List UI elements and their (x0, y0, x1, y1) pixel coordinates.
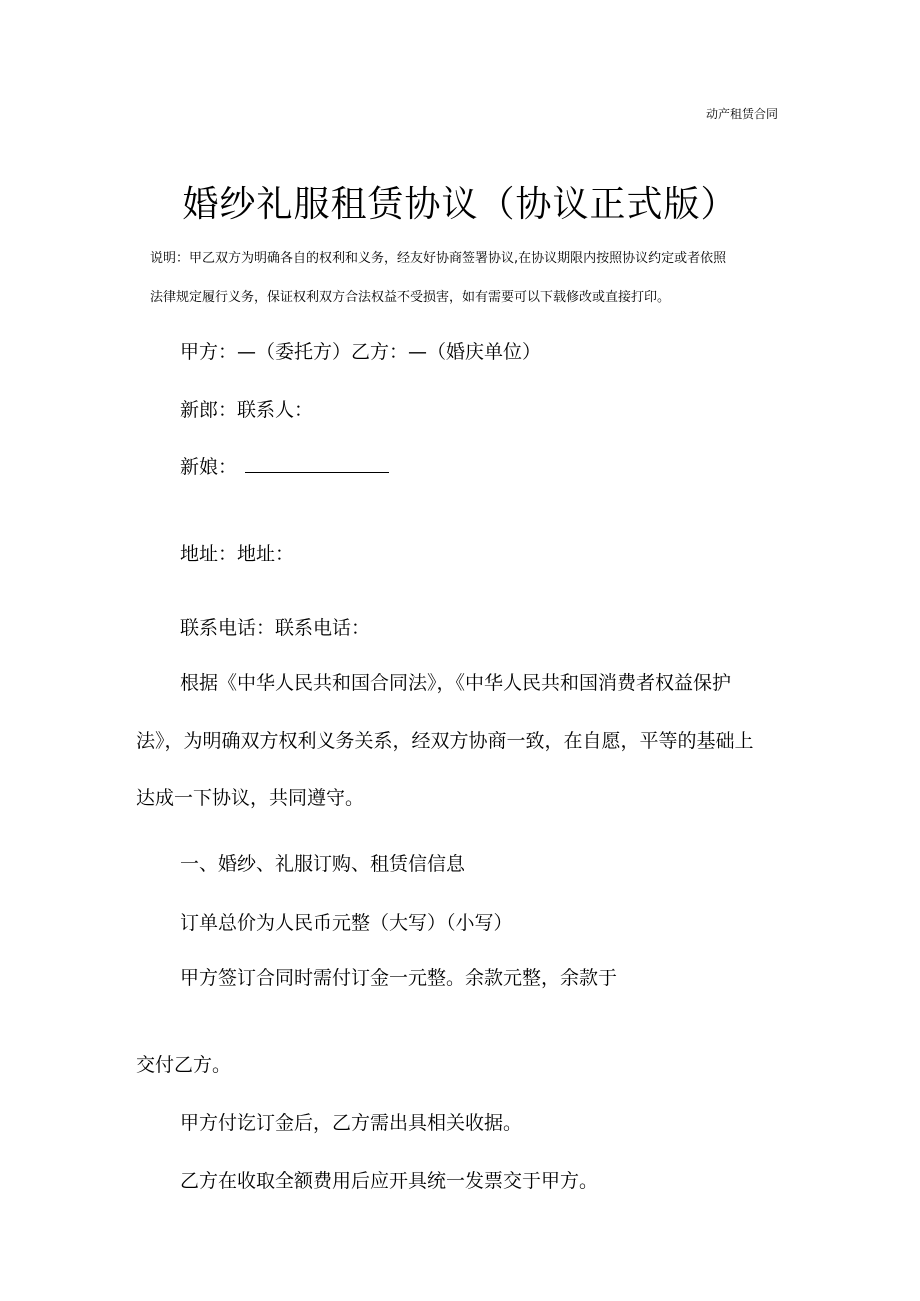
total-price-line: 订单总价为人民币元整（大写）（小写） (180, 912, 513, 934)
phone-line: 联系电话：联系电话： (180, 617, 371, 639)
note-line-1: 说明：甲乙双方为明确各自的权利和义务，经友好协商签署协议,在协议期限内按照协议约定或者依照 (150, 251, 727, 266)
invoice-line: 乙方在收取全额费用后应开具统一发票交于甲方。 (180, 1170, 599, 1192)
receipt-line: 甲方付讫订金后，乙方需出具相关收据。 (180, 1112, 523, 1134)
deposit-line: 甲方签订合同时需付订金一元整。余款元整，余款于 (180, 967, 618, 989)
preamble-line-1: 根据《中华人民共和国合同法》，《中华人民共和国消费者权益保护 (180, 672, 732, 694)
preamble-line-2: 法》，为明确双方权利义务关系，经双方协商一致，在自愿，平等的基础上 (136, 730, 754, 752)
bride-line (180, 452, 389, 482)
parties-line: 甲方：—（委托方）乙方：—（婚庆单位） (180, 341, 542, 363)
bride-blank-field (245, 452, 389, 473)
document-title: 婚纱礼服租赁协议（协议正式版） (182, 184, 738, 225)
address-line: 地址：地址： (180, 543, 295, 565)
section-1-heading: 一、婚纱、礼服订购、租赁信信息 (180, 853, 466, 875)
note-line-2: 法律规定履行义务，保证权利双方合法权益不受损害，如有需要可以下载修改或直接打印。 (150, 290, 671, 305)
preamble-line-3: 达成一下协议，共同遵守。 (136, 787, 365, 809)
document-header-label: 动产租赁合同 (706, 107, 779, 121)
bride-label: 新娘： (180, 456, 238, 478)
groom-contact-line: 新郎：联系人： (180, 399, 314, 421)
deposit-continuation: 交付乙方。 (136, 1054, 232, 1076)
